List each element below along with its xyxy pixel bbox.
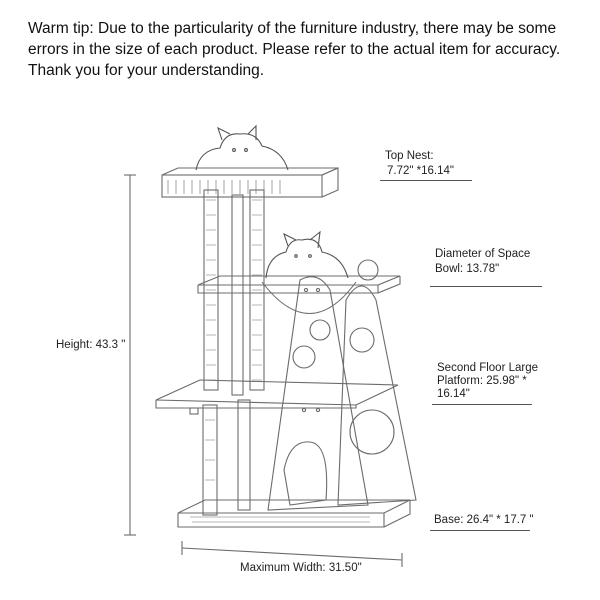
width-label: Maximum Width: 31.50" — [240, 562, 362, 574]
platform-label-line1: Second Floor Large — [437, 362, 539, 374]
platform-underline — [432, 404, 532, 405]
warm-tip-text: Warm tip: Due to the particularity of the furniture industry, there may be some errors in the size of each product. Please refer to the actual item for accuracy. Thank you for your understanding. — [28, 20, 561, 79]
height-label: Height: 43.3 " — [56, 339, 126, 351]
base-label: Base: 26.4" * 17.7 " — [434, 514, 534, 526]
bowl-label-line1: Diameter of Space — [435, 248, 531, 260]
bowl-underline — [430, 286, 542, 287]
bowl-cat-figure — [266, 232, 348, 278]
top-nest-label-value: 7.72" *16.14" — [387, 165, 454, 177]
top-nest-underline — [380, 180, 472, 181]
platform-label-line2: Platform: 25.98" * — [437, 375, 527, 387]
platform-label-line3: 16.14" — [437, 388, 470, 400]
bowl-label-line2: Bowl: 13.78" — [435, 263, 500, 275]
second-floor-platform — [156, 380, 398, 414]
top-nest-label-title: Top Nest: — [385, 150, 434, 162]
sisal-posts — [203, 190, 264, 515]
top-cat-figure — [196, 126, 288, 170]
triangle-board — [268, 277, 368, 510]
height-dimension-line — [124, 175, 136, 535]
base-underline — [430, 530, 530, 531]
